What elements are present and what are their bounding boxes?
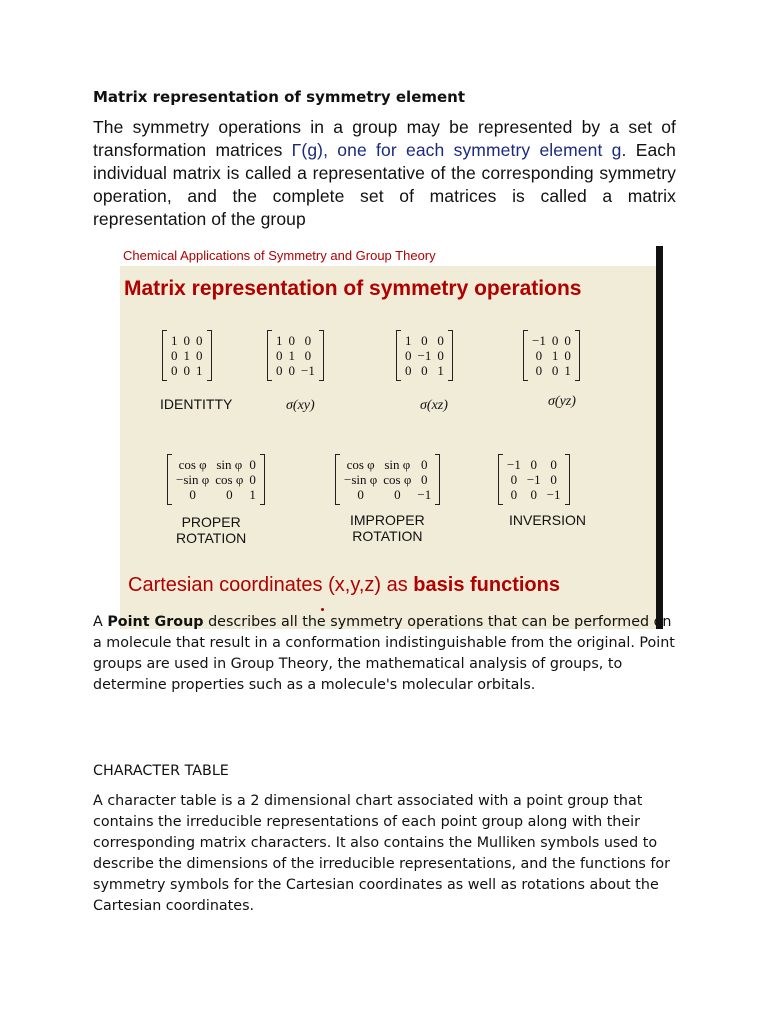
document-page [93, 88, 676, 231]
matrix-cell: 0 [171, 348, 178, 363]
label-inversion: INVERSION [509, 512, 587, 528]
point-group-paragraph: A Point Group describes all the symmetry operations that can be performed on a molecule that result in a conformation indistinguishable from the original. Point groups are used in Group Theory, the mathematical analysis of groups, to determine properties such as a molecule's molecular orbitals. [93, 614, 675, 693]
matrix-cell: cos φ [215, 472, 244, 487]
matrix-proper-rotation [167, 454, 265, 505]
matrix-cell: −1 [417, 487, 432, 502]
matrix-cell: 0 [276, 363, 283, 378]
matrix-cell: 0 [550, 472, 557, 487]
matrix-improper-rotation [335, 454, 440, 505]
slide-banner: Chemical Applications of Symmetry and Group Theory [120, 246, 659, 266]
matrix-cell: 1 [183, 348, 190, 363]
matrix-cell: 0 [421, 457, 428, 472]
matrix-cell: −1 [532, 333, 546, 348]
matrix-cell: 1 [276, 333, 283, 348]
matrix-cell: 1 [405, 333, 412, 348]
slide-title: Matrix representation of symmetry operations [124, 277, 582, 300]
matrix-identity [162, 330, 212, 381]
matrix-cell: 0 [276, 348, 283, 363]
matrix-cell: 0 [551, 363, 559, 378]
label-sigma-xz: σ(xz) [420, 398, 448, 413]
matrix-cell: 0 [226, 487, 233, 502]
matrix-cell: 1 [288, 348, 295, 363]
matrix-inversion [498, 454, 570, 505]
matrix-cell: −1 [526, 472, 541, 487]
matrix-cell: 0 [551, 333, 559, 348]
matrix-cell: 0 [183, 363, 190, 378]
matrix-cell: 0 [196, 333, 203, 348]
matrix-cell: 1 [551, 348, 559, 363]
matrix-sigma-xy [267, 330, 324, 381]
matrix-cell: 0 [196, 348, 203, 363]
pointer-dot [321, 608, 324, 611]
matrix-cell: 0 [564, 333, 571, 348]
intro-text-1: The symmetry operations in a group may be represented by a set of transformation matrices [93, 117, 676, 160]
matrix-cell: 1 [249, 487, 256, 502]
matrix-cell: −1 [417, 348, 432, 363]
matrix-cell: 0 [535, 348, 543, 363]
matrix-cell: 0 [421, 472, 428, 487]
matrix-cell: 0 [249, 472, 256, 487]
matrix-cell: 1 [171, 333, 178, 348]
matrix-cell: −sin φ [176, 472, 210, 487]
matrix-cell: 0 [357, 487, 364, 502]
label-sigma-xy: σ(xy) [286, 398, 315, 413]
matrix-cell: 0 [421, 363, 428, 378]
character-table-heading: CHARACTER TABLE [93, 763, 229, 779]
intro-text-2: . Each individual matrix is called a representative of the corresponding symmetry operation, and the complete set of matrices is called a matrix representation of the group [93, 140, 676, 229]
matrix-cell: −1 [507, 457, 521, 472]
label-proper-rotation: PROPER ROTATION [176, 514, 247, 546]
label-identity: IDENTITTY [160, 396, 233, 412]
matrix-cell: 0 [405, 348, 412, 363]
section-heading: Matrix representation of symmetry element [93, 88, 466, 106]
matrix-sigma-yz [523, 330, 580, 381]
matrix-cell: 1 [564, 363, 571, 378]
matrix-cell: −sin φ [344, 472, 378, 487]
matrix-cell: 0 [189, 487, 196, 502]
matrix-cell: 0 [550, 457, 557, 472]
point-group-term: Point Group [107, 614, 204, 630]
matrix-cell: 0 [288, 363, 295, 378]
matrix-cell: −1 [301, 363, 315, 378]
matrix-cell: 0 [304, 348, 312, 363]
matrix-cell: 0 [288, 333, 295, 348]
matrix-cell: 0 [510, 472, 518, 487]
matrix-cell: cos φ [383, 472, 412, 487]
matrix-cell: −1 [546, 487, 561, 502]
character-table-paragraph: A character table is a 2 dimensional chart associated with a point group that contains the irreducible representations of each point group along with their corresponding matrix characters. It also contains the Mulliken symbols used to describe the dimensions of the irreducible representations, and the functions for symmetry symbols for the Cartesian coordinates as well as rotations about the Cartesian coordinates. [93, 793, 671, 914]
matrix-cell: 0 [530, 457, 538, 472]
matrix-cell: 0 [530, 487, 538, 502]
matrix-cell: 0 [183, 333, 190, 348]
matrix-cell: 0 [437, 348, 444, 363]
matrix-cell: 0 [304, 333, 312, 348]
matrix-cell: 0 [405, 363, 412, 378]
matrix-sigma-xz [396, 330, 453, 381]
matrix-cell: 0 [421, 333, 428, 348]
matrix-cell: sin φ [384, 457, 411, 472]
matrix-cell: 0 [437, 333, 444, 348]
label-sigma-yz: σ(yz) [548, 394, 576, 409]
matrix-cell: 0 [564, 348, 571, 363]
lecture-slide-image [120, 246, 663, 629]
matrix-cell: 0 [394, 487, 401, 502]
intro-text-highlight: Γ(g), one for each symmetry element g [291, 140, 622, 160]
intro-paragraph [93, 116, 676, 231]
matrix-cell: 0 [249, 457, 256, 472]
slide-border [656, 246, 663, 629]
slide-footer: Cartesian coordinates (x,y,z) as basis functions [128, 574, 560, 596]
matrix-cell: 1 [196, 363, 203, 378]
matrix-cell: cos φ [178, 457, 207, 472]
matrix-cell: cos φ [346, 457, 375, 472]
matrix-cell: 1 [437, 363, 444, 378]
label-improper-rotation: IMPROPER ROTATION [350, 512, 425, 544]
matrix-cell: 0 [171, 363, 178, 378]
matrix-cell: sin φ [216, 457, 243, 472]
matrix-cell: 0 [510, 487, 518, 502]
matrix-cell: 0 [535, 363, 543, 378]
